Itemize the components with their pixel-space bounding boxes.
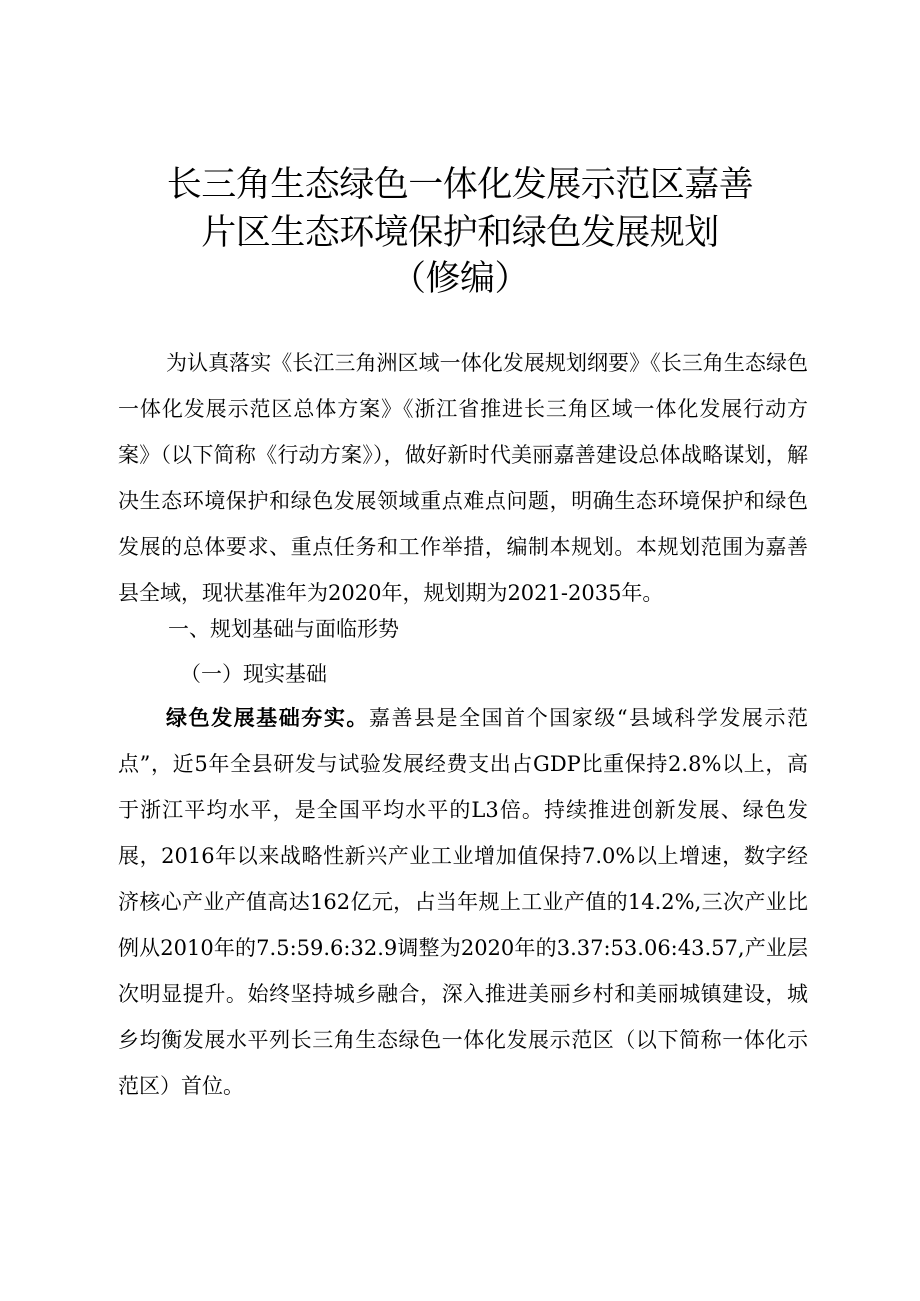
paragraph-lead-phrase: 绿色发展基础夯实。	[166, 706, 369, 730]
green-development-paragraph	[118, 695, 808, 1109]
paragraph-body-text: 嘉善县是全国首个国家级“县域科学发展示范点”，近5年全县研发与试验发展经费支出占GDP比重保持2.8%以上，高于浙江平均水平，是全国平均水平的L3倍。持续推进创新发展、绿色发展，2016年以来战略性新兴产业工业增加值保持7.0%以上增速，数字经济核心产业产值高达162亿元，占当年规上工业产值的14.2%,三次产业比例从2010年的7.5:59.6:32.9调整为2020年的3.37:53.06:43.57,产业层次明显提升。始终坚持城乡融合，深入推进美丽乡村和美丽城镇建设，城乡均衡发展水平列长三角生态绿色一体化发展示范区（以下简称一体化示范区）首位。	[118, 706, 808, 1098]
document-title-line-1: 长三角生态绿色一体化发展示范区嘉善	[166, 165, 754, 205]
subsection-heading: （一）现实基础	[180, 662, 327, 686]
section-heading: 一、规划基础与面临形势	[168, 617, 399, 641]
document-title-line-2: 片区生态环境保护和绿色发展规划	[201, 213, 719, 253]
document-title-line-3: （修编）	[390, 259, 529, 299]
intro-paragraph: 为认真落实《长江三角洲区域一体化发展规划纲要》《长三角生态绿色一体化发展示范区总体方案》《浙江省推进长三角区域一体化发展行动方案》（以下简称《行动方案》），做好新时代美丽嘉善建设总体战略谋划，解决生态环境保护和绿色发展领域重点难点问题，明确生态环境保护和绿色发展的总体要求、重点任务和工作举措，编制本规划。本规划范围为嘉善县全域，现状基准年为2020年，规划期为2021-2035年。	[118, 351, 808, 605]
